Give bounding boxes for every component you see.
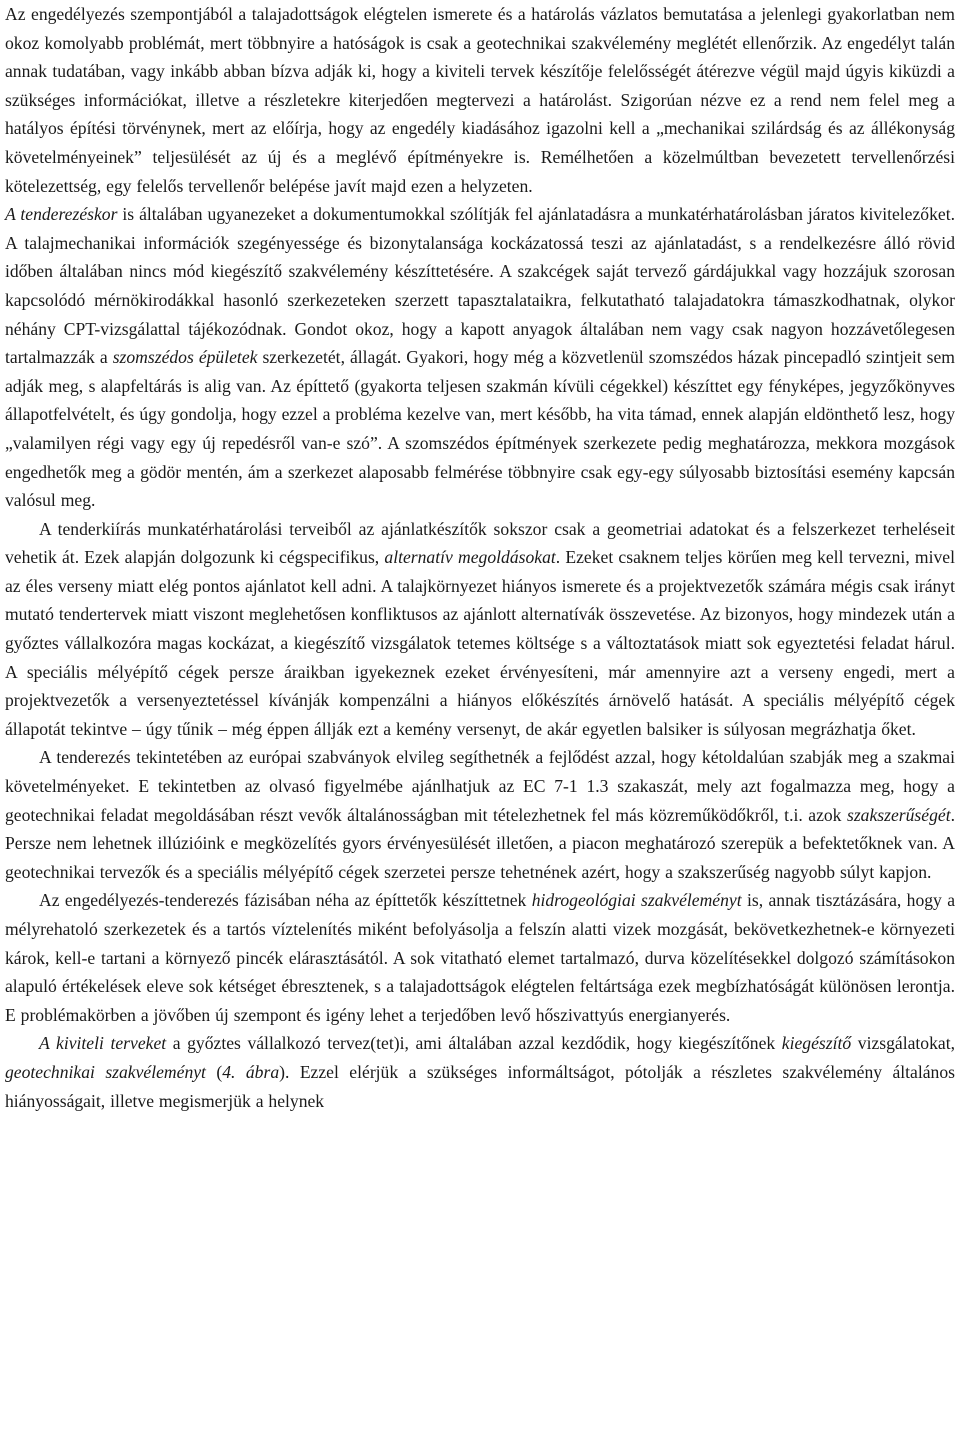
paragraph-2	[5, 200, 955, 515]
paragraph-6	[5, 1029, 955, 1115]
italic-term: szakszerűségét	[846, 804, 951, 825]
text-run: is általában ugyanezeket a dokumentumokkal szólítják fel ajánlatadásra a munkatérhatárolásban járatos kivitelezőket. A talajmechanikai információk szegényessége és bizonytalansága kockázatossá teszi az ajánlatadást, s a rendelkezésre álló rövid időben általában nincs mód kiegészítő szakvélemény készíttetésére. A szakcégek saját tervező gárdájukkal vagy hozzájuk szorosan kapcsolódó mérnökirodákkal hasonló szerkezeteken szerzett tapasztalataikra, felkutatható talajadatokra támaszkodhatnak, olykor néhány CPT-vizsgálattal tájékozódnak. Gondot okoz, hogy a kapott anyagok általában nem vagy csak nagyon hozzávetőlegesen tartalmazzák a	[5, 204, 955, 368]
text-run: vizsgálatokat,	[851, 1033, 955, 1054]
text-run: szerkezetét, állagát. Gyakori, hogy még a közvetlenül szomszédos házak pincepadló szintjeit sem adják meg, s alapfeltárás is alig van. Az építtető (gyakorta teljesen szakmán kívüli cégekkel) készíttet egy fényképes, jegyzőkönyves állapotfelvételt, és úgy gondolja, hogy ezzel a probléma kezelve van, mert később, ha vita támad, ennek alapján eldönthető lesz, hogy „valamilyen régi vagy egy új repedésről van-e szó”. A szomszédos építmények szerkezete pedig meghatározza, mekkora mozgások engedhetők meg a gödör mentén, ám a szerkezet alaposabb felmérése többnyire csak egy-egy súlyosabb biztosítási esemény kapcsán valósul meg.	[5, 347, 955, 511]
text-run: is, annak tisztázására, hogy a mélyrehatoló szerkezetek és a tartós víztelenítés miként befolyásolja a felszín alatti vizek mozgását, bekövetkezhetnek-e környezeti károk, kell-e tartani a környező pincék elárasztásától. A sok vitatható elemet tartalmazó, durva közelítésekkel dolgozó számításokon alapuló értékelések eleve sok kétséget ébresztenek, s a talajadottságok elégtelen feltártsága ezek megbízhatóságát különösen lerontja. E problémakörben a jövőben új szempont és igény lehet a terjedőben levő hőszivattyús energianyerés.	[5, 890, 956, 1025]
text-run: A tenderkiírás munkatérhatárolási terveiből az ajánlatkészítők sokszor csak a geometriai adatokat és a felszerkezet terheléseit vehetik át. Ezek alapján dolgozunk ki cégspecifikus,	[5, 518, 955, 568]
italic-term: A tenderezéskor	[5, 204, 118, 225]
paragraph-4	[5, 743, 955, 886]
italic-term: A kiviteli terveket	[39, 1033, 167, 1054]
text-run: . Ezeket csaknem teljes körűen meg kell tervezni, mivel az éles verseny miatt elég pontos ajánlatot kell adni. A talajkörnyezet hiányos ismerete és a projektvezetők számára mégis csak irányt mutató tendertervek miatt viszont meglehetősen konfliktusos az ajánlott alternatívák összevetése. Az bizonyos, hogy mindezek után a győztes vállalkozóra magas kockázat, a kiegészítő vizsgálatok tetemes költsége s a változtatások miatt sok egyeztetési feladat hárul. A speciális mélyépítő cégek persze áraikban igyekeznek ezeket érvényesíteni, már amennyire azt a verseny engedi, mert a projektvezetők a versenyeztetéssel kívánják kompenzálni a hiányos előkészítés árnövelő hatását. A speciális mélyépítő cégek állapotát tekintve – úgy tűnik – még éppen állják ezt a kemény versenyt, de akár egyetlen balsiker is súlyosan megrázhatja őket.	[5, 547, 955, 739]
italic-term: 4. ábra	[222, 1061, 280, 1082]
italic-term: kiegészítő	[781, 1033, 852, 1054]
text-run: ). Ezzel elérjük a szükséges informáltságot, pótolják a részletes szakvélemény általános hiányosságait, illetve megismerjük a helynek	[5, 1061, 956, 1111]
document-body	[5, 0, 955, 1115]
text-run: . Persze nem lehetnek illúzióink e megközelítés gyors érvényesülését illetően, a piacon meghatározó szerepük a befektetőknek van. A geotechnikai tervezők és a speciális mélyépítő cégek szerzetei persze tehetnének azért, hogy a szakszerűség nagyobb súlyt kapjon.	[5, 804, 955, 882]
text-run: A tenderezés tekintetében az európai szabványok elvileg segíthetnék a fejlődést azzal, hogy kétoldalúan szabják meg a szakmai követelményeket. E tekintetben az olvasó figyelmébe ajánlhatjuk az EC 7-1 1.3 szakaszát, mely azt fogalmazza meg, hogy a geotechnikai feladat megoldásában részt vevők általánosságban mit tételezhetnek fel más közreműködőkről, t.i. azok	[5, 747, 955, 825]
italic-term: alternatív megoldásokat	[384, 547, 556, 568]
text-run: Az engedélyezés szempontjából a talajadottságok elégtelen ismerete és a határolás vázlatos bemutatása a jelenlegi gyakorlatban nem okoz komolyabb problémát, mert többnyire a hatóságok is csak a geotechnikai szakvélemény meglétét ellenőrzik. Az engedélyt talán annak tudatában, vagy inkább abban bízva adják ki, hogy a kiviteli tervek készítője felelősségét átérezve végül majd úgyis kiküzdi a szükséges információkat, illetve a részletekre kiterjedően megtervezi a határolást. Szigorúan nézve ez a rend nem felel meg a hatályos építési törvénynek, mert az előírja, hogy az engedély kiadásához igazolni kell a „mechanikai szilárdság és az állékonyság követelményeinek” teljesülését az új és a meglévő építményekre is. Remélhetően a közelmúltban bevezetett tervellenőrzési kötelezettség, egy felelős tervellenőr belépése javít majd ezen a helyzeten.	[5, 4, 955, 196]
italic-term: geotechnikai szakvéleményt	[5, 1061, 206, 1082]
paragraph-1	[5, 0, 955, 200]
italic-term: hidrogeológiai szakvéleményt	[531, 890, 742, 911]
text-run: a győztes vállalkozó tervez(tet)i, ami általában azzal kezdődik, hogy kiegészítőnek	[166, 1033, 782, 1054]
italic-term: szomszédos épületek	[112, 347, 258, 368]
paragraph-5	[5, 886, 955, 1029]
text-run: (	[205, 1061, 223, 1082]
paragraph-3	[5, 515, 955, 744]
text-run: Az engedélyezés-tenderezés fázisában néha az építtetők készíttetnek	[39, 890, 532, 911]
